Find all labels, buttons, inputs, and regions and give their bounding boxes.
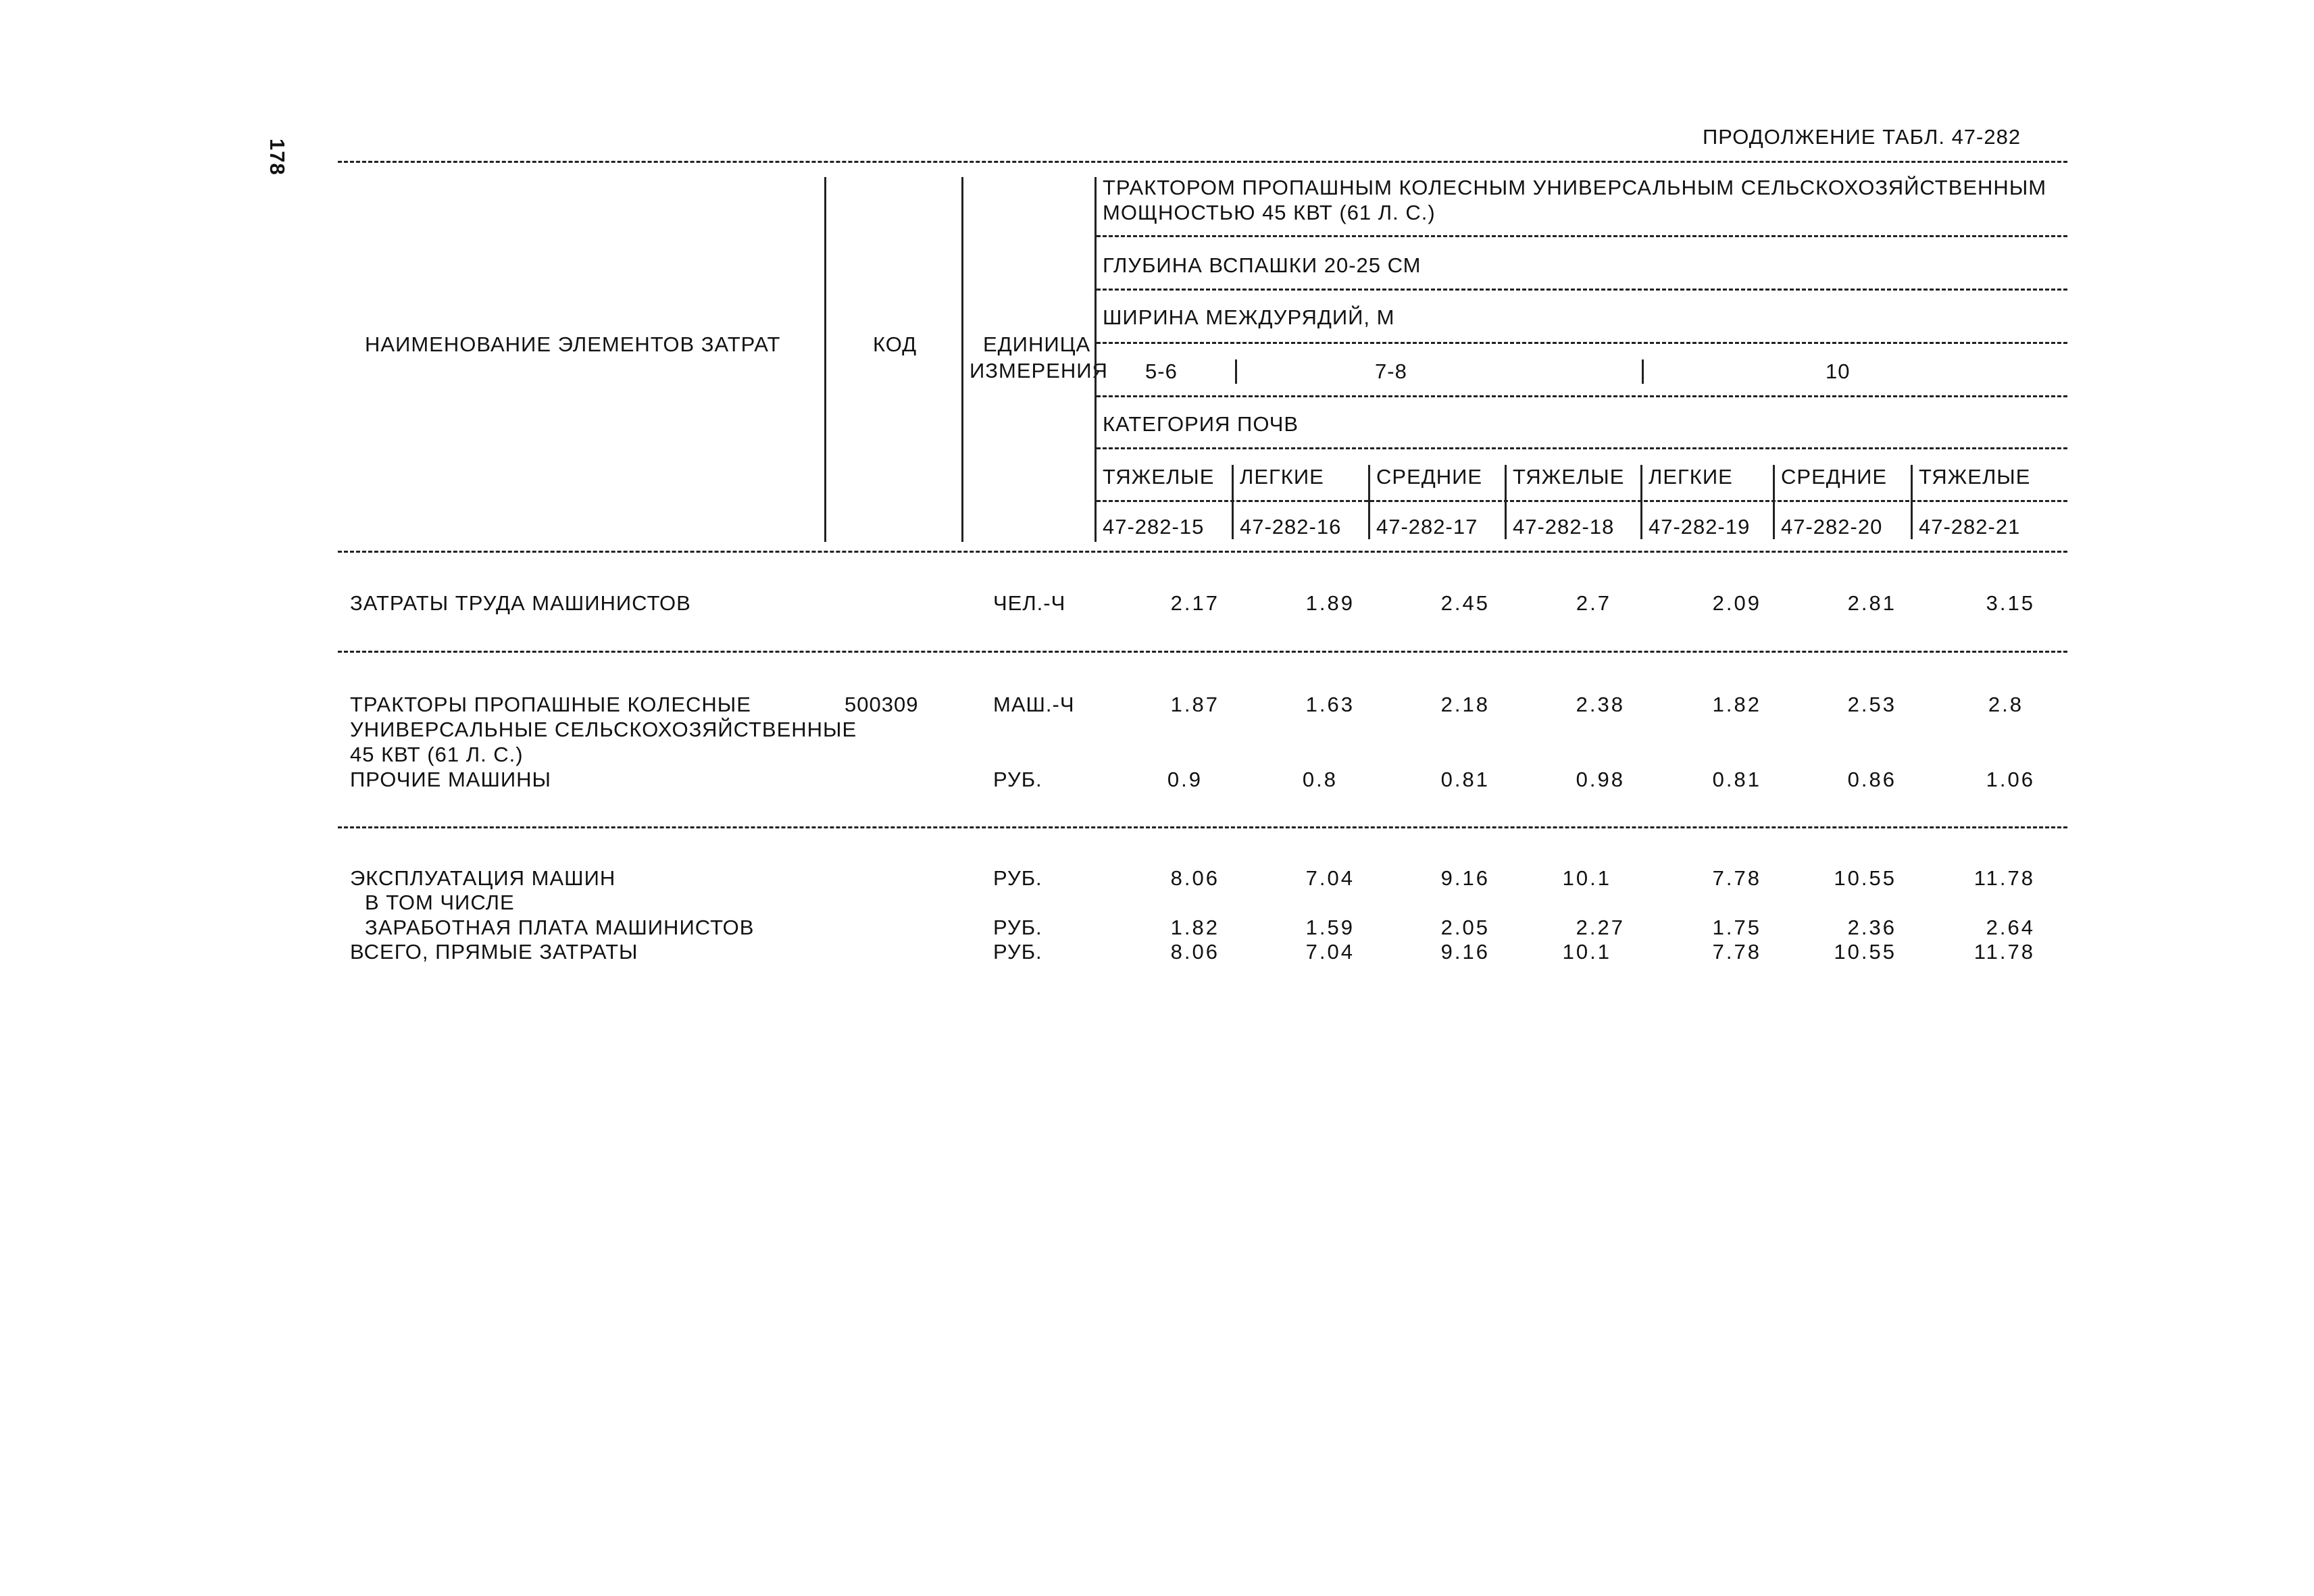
column-code-5: 47-282-19 (1649, 515, 1751, 539)
header-machine-line2: МОЩНОСТЬЮ 45 КВТ (61 Л. С.) (1103, 201, 1436, 224)
labor-value-7: 3.15 (1986, 591, 2035, 615)
salary-value-7: 2.64 (1986, 916, 2035, 939)
total-name: ВСЕГО, ПРЯМЫЕ ЗАТРАТЫ (350, 940, 638, 964)
column-code-3: 47-282-17 (1376, 515, 1478, 539)
tractors-name-line3: 45 КВТ (61 Л. С.) (350, 743, 524, 766)
labor-unit: ЧЕЛ.-Ч (993, 591, 1066, 615)
salary-value-4: 2.27 (1576, 916, 1625, 939)
other-value-7: 1.06 (1986, 768, 2035, 791)
other-value-5: 0.81 (1712, 768, 1761, 791)
tractors-value-5: 1.82 (1712, 693, 1761, 716)
other-value-2: 0.8 (1302, 768, 1338, 791)
header-rule-6 (1097, 500, 2067, 502)
other-value-1: 0.9 (1167, 768, 1203, 791)
operation-value-1: 8.06 (1170, 866, 1219, 890)
labor-value-2: 1.89 (1305, 591, 1355, 615)
operation-unit: РУБ. (993, 866, 1042, 890)
col-separator-5 (1773, 465, 1775, 539)
column-code-1: 47-282-15 (1103, 515, 1205, 539)
operation-name: ЭКСПЛУАТАЦИЯ МАШИН (350, 866, 616, 890)
continuation-title: ПРОДОЛЖЕНИЕ ТАБЛ. 47-282 (1703, 125, 2021, 149)
header-name-column: НАИМЕНОВАНИЕ ЭЛЕМЕНТОВ ЗАТРАТ (365, 332, 781, 356)
col-separator-1 (1232, 465, 1234, 539)
salary-value-5: 1.75 (1712, 916, 1761, 939)
operation-value-7: 11.78 (1973, 866, 2035, 890)
tractors-name-line1: ТРАКТОРЫ ПРОПАШНЫЕ КОЛЕСНЫЕ (350, 693, 751, 716)
total-value-3: 9.16 (1440, 940, 1490, 964)
section-rule-2 (338, 826, 2067, 828)
labor-value-4: 2.7 (1576, 591, 1611, 615)
total-value-5: 7.78 (1712, 940, 1761, 964)
soil-type-4: ТЯЖЕЛЫЕ (1513, 465, 1625, 489)
labor-name: ЗАТРАТЫ ТРУДА МАШИНИСТОВ (350, 591, 691, 615)
operation-value-6: 10.55 (1834, 866, 1896, 890)
salary-value-6: 2.36 (1847, 916, 1896, 939)
operation-value-4: 10.1 (1562, 866, 1611, 890)
tractors-name-line2: УНИВЕРСАЛЬНЫЕ СЕЛЬСКОХОЗЯЙСТВЕННЫЕ (350, 718, 857, 741)
soil-type-1: ТЯЖЕЛЫЕ (1103, 465, 1215, 489)
soil-type-5: ЛЕГКИЕ (1649, 465, 1733, 489)
salary-value-1: 1.82 (1170, 916, 1219, 939)
tractors-code: 500309 (845, 693, 919, 716)
header-row-width: ШИРИНА МЕЖДУРЯДИЙ, М (1103, 305, 1395, 329)
width-separator-1 (1235, 359, 1237, 384)
tractors-value-4: 2.38 (1576, 693, 1625, 716)
column-code-4: 47-282-18 (1513, 515, 1615, 539)
header-rule-2 (1097, 289, 2067, 291)
tractors-value-7: 2.8 (1988, 693, 2023, 716)
other-name: ПРОЧИЕ МАШИНЫ (350, 768, 551, 791)
other-value-4: 0.98 (1576, 768, 1625, 791)
salary-name: ЗАРАБОТНАЯ ПЛАТА МАШИНИСТОВ (365, 916, 755, 939)
soil-type-6: СРЕДНИЕ (1781, 465, 1888, 489)
width-separator-2 (1642, 359, 1644, 384)
header-depth: ГЛУБИНА ВСПАШКИ 20-25 СМ (1103, 253, 1422, 277)
tractors-value-3: 2.18 (1440, 693, 1490, 716)
salary-value-3: 2.05 (1440, 916, 1490, 939)
tractors-value-1: 1.87 (1170, 693, 1219, 716)
tractors-value-2: 1.63 (1305, 693, 1355, 716)
labor-value-3: 2.45 (1440, 591, 1490, 615)
total-unit: РУБ. (993, 940, 1042, 964)
other-value-6: 0.86 (1847, 768, 1896, 791)
col-separator-6 (1911, 465, 1913, 539)
soil-type-3: СРЕДНИЕ (1376, 465, 1483, 489)
tractors-value-6: 2.53 (1847, 693, 1896, 716)
section-rule-1 (338, 651, 2067, 653)
total-value-4: 10.1 (1562, 940, 1611, 964)
width-7-8: 7-8 (1375, 359, 1407, 383)
header-separator-unit-data (1095, 177, 1097, 542)
other-unit: РУБ. (993, 768, 1042, 791)
header-unit-line1: ЕДИНИЦА (983, 332, 1091, 356)
operation-value-2: 7.04 (1305, 866, 1355, 890)
column-code-7: 47-282-21 (1919, 515, 2021, 539)
labor-value-1: 2.17 (1170, 591, 1219, 615)
header-rule-4 (1097, 395, 2067, 397)
width-5-6: 5-6 (1145, 359, 1178, 383)
salary-value-2: 1.59 (1305, 916, 1355, 939)
header-separator-name-code (824, 177, 826, 542)
col-separator-2 (1368, 465, 1370, 539)
including-label: В ТОМ ЧИСЛЕ (365, 891, 515, 914)
other-value-3: 0.81 (1440, 768, 1490, 791)
header-rule-5 (1097, 447, 2067, 449)
operation-value-5: 7.78 (1712, 866, 1761, 890)
header-machine-line1: ТРАКТОРОМ ПРОПАШНЫМ КОЛЕСНЫМ УНИВЕРСАЛЬНЫМ СЕЛЬСКОХОЗЯЙСТВЕННЫМ (1103, 176, 2047, 199)
header-soil-category: КАТЕГОРИЯ ПОЧВ (1103, 412, 1299, 436)
header-code-column: КОД (873, 332, 917, 356)
salary-unit: РУБ. (993, 916, 1042, 939)
operation-value-3: 9.16 (1440, 866, 1490, 890)
soil-type-2: ЛЕГКИЕ (1240, 465, 1324, 489)
labor-value-5: 2.09 (1712, 591, 1761, 615)
header-unit-line2: ИЗМЕРЕНИЯ (970, 359, 1108, 382)
col-separator-4 (1640, 465, 1642, 539)
total-value-7: 11.78 (1973, 940, 2035, 964)
col-separator-3 (1505, 465, 1507, 539)
total-value-6: 10.55 (1834, 940, 1896, 964)
top-rule (338, 161, 2067, 163)
total-value-2: 7.04 (1305, 940, 1355, 964)
header-separator-code-unit (961, 177, 963, 542)
tractors-unit: МАШ.-Ч (993, 693, 1075, 716)
header-rule-1 (1097, 235, 2067, 237)
total-value-1: 8.06 (1170, 940, 1219, 964)
header-bottom-rule (338, 551, 2067, 553)
soil-type-7: ТЯЖЕЛЫЕ (1919, 465, 2031, 489)
header-rule-3 (1097, 342, 2067, 344)
column-code-2: 47-282-16 (1240, 515, 1342, 539)
page-number: 178 (266, 139, 289, 176)
column-code-6: 47-282-20 (1781, 515, 1883, 539)
labor-value-6: 2.81 (1847, 591, 1896, 615)
width-10: 10 (1826, 359, 1851, 383)
